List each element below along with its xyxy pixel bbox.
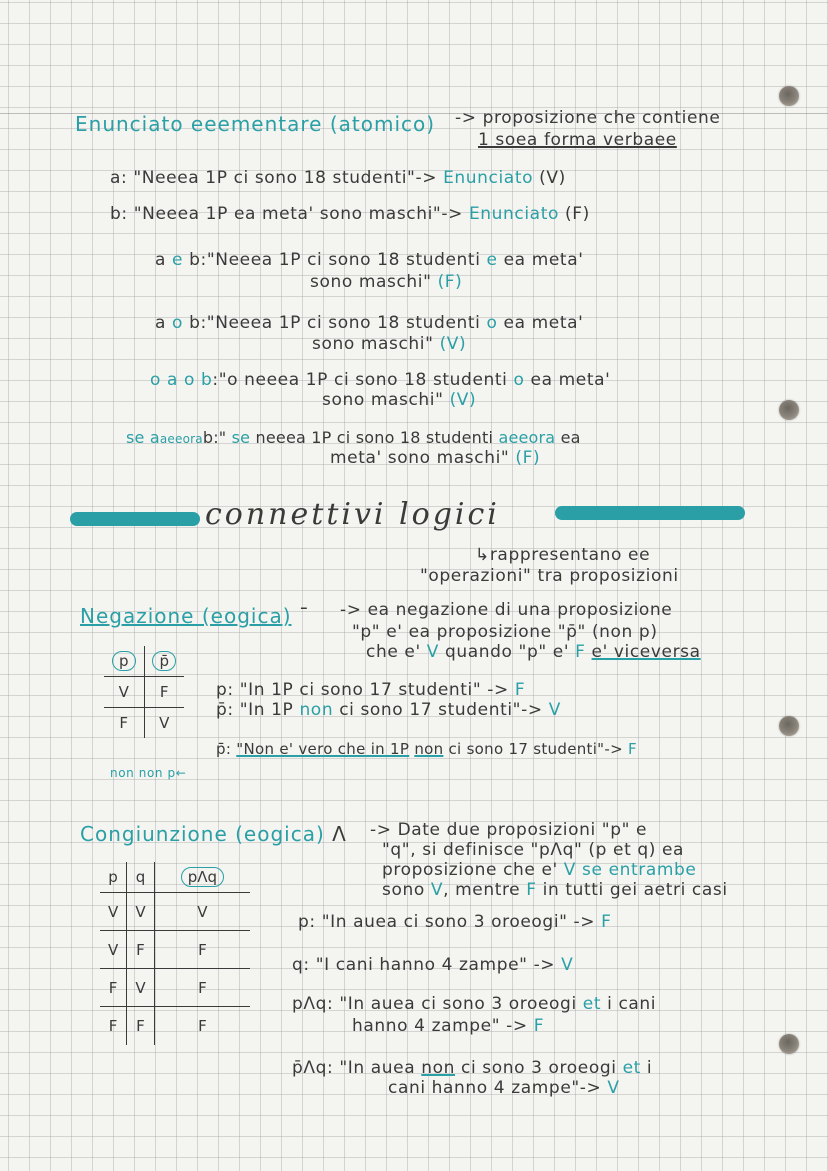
conjunction-ex-pq-et: et xyxy=(582,994,602,1014)
example-if xyxy=(126,428,581,447)
table-cell: F xyxy=(100,1007,127,1045)
table-cell: F xyxy=(144,677,184,708)
example-and-line-2 xyxy=(310,272,462,292)
conjunction-def-4d: F xyxy=(526,880,537,900)
conjunction-ex-pq-text-1: "In auea ci sono 3 oroeogi xyxy=(339,994,577,1014)
binder-hole-4 xyxy=(779,1034,799,1054)
negation-ex-notp-text-1: "In 1P xyxy=(239,700,294,720)
example-or xyxy=(155,313,583,333)
connectives-subtitle-2: "operazioni" tra proposizioni xyxy=(420,566,679,586)
example-a xyxy=(110,168,566,188)
atomic-heading: Enunciato eeementare (atomico) xyxy=(75,112,436,136)
conjunction-header-q: q xyxy=(127,862,155,893)
conjunction-table-header xyxy=(100,862,250,893)
example-b-value: (F) xyxy=(564,204,590,224)
conjunction-ex-npq-text-3: i xyxy=(646,1058,653,1078)
example-if-label-3: b xyxy=(202,428,214,447)
example-xor xyxy=(150,370,610,390)
binder-hole-2 xyxy=(779,400,799,420)
example-b xyxy=(110,204,590,224)
example-or-word: o xyxy=(486,313,498,333)
example-if-label-2: aeeora xyxy=(159,432,203,446)
example-or-conn: o xyxy=(172,313,184,333)
negation-def-3a: che e' xyxy=(366,642,421,662)
example-xor-value: (V) xyxy=(449,390,477,410)
conjunction-ex-q-text: "I cani hanno 4 zampe" -> xyxy=(315,955,556,975)
negation-example-notp xyxy=(216,700,561,720)
table-cell: F xyxy=(127,931,155,969)
example-if-value: (F) xyxy=(515,448,541,468)
connectives-subtitle-1: ↳rappresentano ee xyxy=(475,545,651,565)
conjunction-header-p: p xyxy=(100,862,127,893)
negation-header-notp: p̄ xyxy=(152,651,176,671)
example-a-kind: Enunciato xyxy=(443,168,534,188)
title-highlight-left xyxy=(70,512,200,526)
binder-hole-1 xyxy=(779,86,799,106)
table-cell: F xyxy=(154,931,250,969)
table-cell: F xyxy=(154,969,250,1007)
negation-table-header xyxy=(104,646,184,677)
table-cell: F xyxy=(100,969,127,1007)
negation-ex-nn-text-2: ci sono 17 studenti"-> xyxy=(448,740,623,758)
example-and-word: e xyxy=(486,250,498,270)
conjunction-ex-pq-value: F xyxy=(533,1016,545,1036)
table-cell: V xyxy=(127,893,155,931)
table-cell: F xyxy=(104,708,144,739)
conjunction-example-npq xyxy=(292,1058,652,1078)
negation-ex-notp-text-2: ci sono 17 studenti"-> xyxy=(339,700,543,720)
example-if-text-4: meta' sono maschi" xyxy=(330,448,510,468)
negation-def-3d: F xyxy=(575,642,586,662)
negation-example-notnotp xyxy=(216,740,637,758)
conjunction-ex-p-value: F xyxy=(601,912,612,932)
table-row xyxy=(104,677,184,708)
example-and-text-3: sono maschi" xyxy=(310,272,432,292)
example-or-text-2: ea meta' xyxy=(503,313,584,333)
conjunction-ex-pq-label: pΛq: xyxy=(292,994,334,1014)
table-row xyxy=(104,708,184,739)
negation-def-3e: e' viceversa xyxy=(591,642,701,662)
example-if-allora: aeeora xyxy=(498,428,556,447)
conjunction-def-2: "q", si definisce "pΛq" (p et q) ea xyxy=(382,840,685,860)
example-or-a: a xyxy=(155,313,167,333)
connectives-title: connettivi logici xyxy=(205,497,500,532)
negation-ex-nn-non: non xyxy=(414,740,444,758)
conjunction-ex-q-value: V xyxy=(561,955,574,975)
example-and-text-1: :"Neeea 1P ci sono 18 studenti xyxy=(200,250,481,270)
conjunction-example-pq xyxy=(292,994,656,1014)
negation-example-p xyxy=(216,680,525,700)
negation-header-p: p xyxy=(112,651,136,671)
negation-ex-nn-text-1: "Non e' vero che in 1P xyxy=(236,740,410,758)
negation-ex-notp-non: non xyxy=(299,700,334,720)
example-if-text-3: ea xyxy=(560,428,581,447)
example-xor-word: o xyxy=(513,370,525,390)
negation-def-2: "p" e' ea proposizione "p̄" (non p) xyxy=(352,622,658,642)
example-if-se: se xyxy=(231,428,251,447)
table-cell: V xyxy=(100,931,127,969)
table-cell: F xyxy=(198,1016,207,1035)
example-and-b: b xyxy=(189,250,201,270)
negation-heading-text: Negazione (eogica) xyxy=(80,604,292,628)
negation-ex-p-label: p: xyxy=(216,680,234,700)
example-a-text: "Neeea 1P ci sono 18 studenti"-> xyxy=(133,168,438,188)
example-xor-label: o a o b xyxy=(150,370,213,390)
example-and-text-2: ea meta' xyxy=(503,250,584,270)
example-and-conn: e xyxy=(172,250,184,270)
conjunction-ex-npq-non: non xyxy=(421,1058,456,1078)
conjunction-def-3 xyxy=(382,860,696,880)
table-cell: F xyxy=(127,1007,155,1045)
example-xor-text-1: :"o neeea 1P ci sono 18 studenti xyxy=(212,370,508,390)
table-cell: V xyxy=(100,893,127,931)
conjunction-symbol: Λ xyxy=(332,822,347,846)
conjunction-def-4e: in tutti gei aetri casi xyxy=(542,880,728,900)
negation-ex-nn-value: F xyxy=(628,740,637,758)
conjunction-def-4c: , mentre xyxy=(443,880,521,900)
conjunction-ex-pq-text-3: hanno 4 zampe" -> xyxy=(352,1016,528,1036)
negation-def-1: -> ea negazione di una proposizione xyxy=(340,600,673,620)
example-if-label-1: se a xyxy=(126,428,160,447)
example-if-line-2 xyxy=(330,448,540,468)
negation-heading xyxy=(80,604,310,628)
negation-side-note: non non p← xyxy=(110,766,187,780)
negation-def-3 xyxy=(366,642,701,662)
table-row xyxy=(100,931,250,969)
conjunction-truth-table xyxy=(100,862,250,1045)
binder-hole-3 xyxy=(779,716,799,736)
example-or-b: b xyxy=(189,313,201,333)
table-row xyxy=(100,969,250,1007)
conjunction-example-npq-line-2 xyxy=(388,1078,620,1098)
negation-symbol: ¯ xyxy=(298,604,310,628)
example-xor-text-2: ea meta' xyxy=(530,370,611,390)
example-a-label: a: xyxy=(110,168,128,188)
example-or-line-2 xyxy=(312,334,466,354)
title-highlight-right xyxy=(555,506,745,520)
table-row xyxy=(100,1007,250,1045)
conjunction-ex-pq-text-2: i cani xyxy=(607,994,657,1014)
example-b-text: "Neeea 1P ea meta' sono maschi"-> xyxy=(133,204,463,224)
conjunction-header-pq: pΛq xyxy=(181,867,224,887)
conjunction-def-3a: proposizione che e' xyxy=(382,860,558,880)
negation-def-3c: quando "p" e' xyxy=(444,642,570,662)
example-or-text-3: sono maschi" xyxy=(312,334,434,354)
atomic-def-line-1: -> proposizione che contiene xyxy=(455,108,721,128)
negation-ex-p-value: F xyxy=(514,680,526,700)
conjunction-ex-q-label: q: xyxy=(292,955,310,975)
conjunction-ex-npq-text-2: ci sono 3 oroeogi xyxy=(461,1058,617,1078)
table-cell: V xyxy=(159,714,170,732)
table-cell: V xyxy=(104,677,144,708)
conjunction-ex-npq-text-1: "In auea xyxy=(339,1058,416,1078)
example-xor-line-2 xyxy=(322,390,476,410)
example-and-value: (F) xyxy=(437,272,463,292)
table-row xyxy=(100,893,250,931)
conjunction-ex-p-label: p: xyxy=(298,912,316,932)
conjunction-ex-npq-value: V xyxy=(607,1078,620,1098)
example-a-value: (V) xyxy=(539,168,566,188)
conjunction-ex-p-text: "In auea ci sono 3 oroeogi" -> xyxy=(321,912,596,932)
example-and xyxy=(155,250,583,270)
table-cell: V xyxy=(127,969,155,1007)
conjunction-heading-text: Congiunzione (eogica) xyxy=(80,822,325,846)
example-or-value: (V) xyxy=(439,334,467,354)
conjunction-def-4b: V xyxy=(430,880,444,900)
negation-ex-nn-label: p̄̄: xyxy=(216,740,232,758)
conjunction-def-4a: sono xyxy=(382,880,425,900)
example-if-text-2: neeea 1P ci sono 18 studenti xyxy=(255,428,494,447)
conjunction-example-p xyxy=(298,912,612,932)
negation-ex-notp-value: V xyxy=(548,700,561,720)
conjunction-example-pq-line-2 xyxy=(352,1016,544,1036)
conjunction-heading xyxy=(80,822,347,846)
example-or-text-1: :"Neeea 1P ci sono 18 studenti xyxy=(200,313,481,333)
negation-ex-p-text: "In 1P ci sono 17 studenti" -> xyxy=(239,680,509,700)
conjunction-example-q xyxy=(292,955,573,975)
example-b-label: b: xyxy=(110,204,128,224)
example-b-kind: Enunciato xyxy=(468,204,559,224)
conjunction-def-1: -> Date due proposizioni "p" e xyxy=(370,820,648,840)
conjunction-def-3c: entrambe xyxy=(608,860,697,880)
conjunction-def-3b: V se xyxy=(563,860,603,880)
negation-truth-table xyxy=(104,646,184,738)
conjunction-ex-npq-text-4: cani hanno 4 zampe"-> xyxy=(388,1078,602,1098)
atomic-def-line-2: 1 soea forma verbaee xyxy=(478,130,677,150)
table-cell: V xyxy=(154,893,250,931)
example-if-text-1: :" xyxy=(213,428,227,447)
negation-def-3b: V xyxy=(426,642,439,662)
example-and-a: a xyxy=(155,250,167,270)
example-xor-text-3: sono maschi" xyxy=(322,390,444,410)
conjunction-ex-npq-et: et xyxy=(622,1058,641,1078)
conjunction-def-4 xyxy=(382,880,728,900)
conjunction-ex-npq-label: p̄Λq: xyxy=(292,1058,334,1078)
negation-ex-notp-label: p̄: xyxy=(216,700,234,720)
